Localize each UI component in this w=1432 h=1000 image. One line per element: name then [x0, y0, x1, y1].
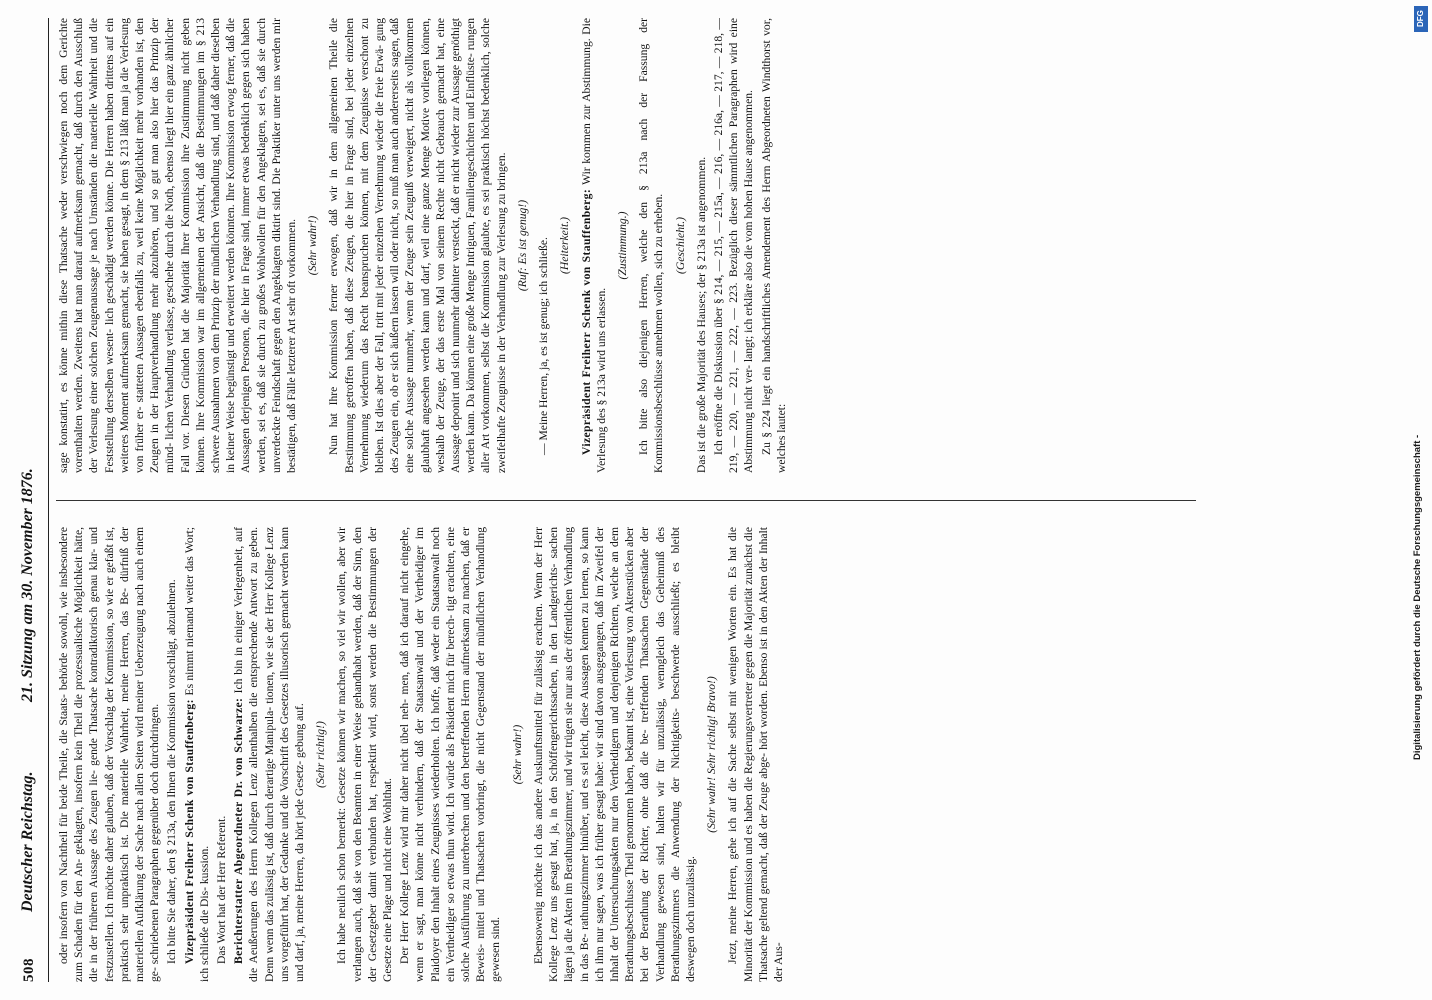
interjection: (Geschieht.) — [673, 217, 687, 274]
paragraph — [231, 527, 307, 982]
paragraph-text: Das ist die große Majorität des Hauses; der § 213a ist angenommen. — [694, 156, 708, 473]
paragraph — [636, 18, 666, 473]
session-title: 21. Sitzung am 30. November 1876. — [19, 468, 36, 702]
paragraph — [694, 18, 709, 473]
paragraph-text: sage konstatirt, es könne mithin diese Thatsache weder verschwiegen noch dem Gerichte vorenthalten werden. Zweitens hat man darauf aufmerksam gemacht, daß durch den Ausschluß der Verlesung einer solchen Zeugenaussage je nach Umständen die materielle Wahrheit und die Feststellung derselben wesent- lich geschädigt werden könne. Die Herren haben drittens auf ein weiteres Moment aufmerksam gemacht, sie haben gesagt, in dem § 213 läßt man ja die Verlesung von früher er- statteten Aussagen ebenfalls zu, weil keine Möglichkeit mehr vorhanden ist, den Zeugen in der Hauptverhandlung mehr abzuhören, und so gut man also hier das Prinzip der münd- lichen Verhandlung verlasse, geschehe durch die Noth, ebenso liegt hier ein ganz ähnlicher Fall vor. Diesen Gründen hat die Majorität Ihrer Kommission ihre Zustimmung nicht geben können. Ihre Kommission war im allgemeinen der Ansicht, daß die Bestimmungen im § 213 schwere Ausnahmen von dem Prinzip der mündlichen Verhandlung sind, und daß daher dieselben in keiner Weise begünstigt und erweitert werden könnten. Ihre Kommission erwog ferner, daß die Aussagen derjenigen Personen, die hier in Frage sind, immer etwas bedenklich gegen sich haben werden, sei es, daß sie durch zu großes Wohlwollen für den Angeklagten, sei es, daß sie durch unverdeckte Feindschaft gegen den Angeklagten diktirt sind. Die Praktiker unter uns werden mir bestätigen, daß Fälle letzterer Art sehr oft vorkommen. — [57, 18, 299, 473]
paragraph — [214, 527, 229, 982]
paragraph-text: Jetzt, meine Herren, gehe ich auf die Sache selbst mit wenigen Worten ein. Es hat die Minorität der Kommission und es haben die Regierungsvertreter gegen die Majorität zunächst die Thatsache geltend gemacht, daß der Zeuge abge- hört worden. Ebenso ist in den Akten der Inhalt der Aus- — [726, 527, 785, 982]
interjection: (Heiterkeit.) — [558, 217, 572, 274]
paragraph-text: Der Herr Kollege Lenz wird mir daher nicht übel neh- men, daß ich darauf nicht eingehe, wenn er sagt, man könne nicht verhindern, daß der Staatsanwalt und der Vertheidiger im Plaidoyer den Inhalt eines Zeugnisses wiederholten. Ich hoffe, daß weder ein Staatsanwalt noch ein Vertheidiger so etwas thun wird. Ich würde als Präsident mich für berech- tigt erachten, eine solche Ausführung zu unterbrechen und den betreffenden Herrn aufmerksam zu machen, daß er Beweis- mittel und Thatsachen vorbringt, die nicht Gegenstand der mündlichen Verhandlung gewesen sind. — [398, 527, 503, 982]
publication-title: Deutscher Reichstag. — [19, 771, 36, 912]
paragraph-text: Zu § 224 liegt ein handschriftliches Amendement des Herrn Abgeordneten Windthorst vor, welches lautet: — [759, 18, 788, 473]
interjection: (Sehr wahr!) — [306, 215, 320, 276]
paragraph — [759, 18, 789, 473]
speaker-name: Berichterstatter Abgeordneter Dr. von Schwarze: — [232, 693, 246, 964]
paragraph-text: Ebensowenig möchte ich das andere Auskunftsmittel für zulässig erachten. Wenn der Herr Kollege Lenz uns gesagt hat, ja, in den Schöffengerichtssachen, in den Landgerichts- sachen lägen ja die Akten im Berathungszimmer, und wir trügen sie nur aus der öffentlichen Verhandlung in das Be- rathungszimmer hinüber, und es sei leicht, diese Aussagen kennen zu lernen, so kann ich ihm nur sagen, was ich früher gesagt habe: wir sind davon ausgegangen, daß im Zweifel der Inhalt der Untersuchungsakten nur den Vertheidigern und denjenigen Richtern, welche an dem Berathungsbeschlusse Theil genommen haben, bekannt ist, eine Vorlesung von Aktenstücken aber bei der Berathung der Richter, ohne daß die be- treffenden Thatsachen Gegenstände der Verhandlung gewesen sind, halten wir für unzulässig, wenngleich das Geheimniß des Berathungszimmers die Anwendung der Nichtigkeits- beschwerde ausschließt; es bleibt deswegen doch unzulässig. — [531, 527, 697, 982]
paragraph-text: oder insofern von Nachtheil für beide Theile, die Staats- behörde sowohl, wie insbesondere zum Schaden für den An- geklagten, insofern kein Theil die prozessualische Möglichkeit hätte, die in der früheren Aussage des Zeugen lie- gende Thatsache kontradiktorisch genau klar- und festzustellen. Ich möchte daher glauben, daß der Vorschlag der Kommission, so wie er gefaßt ist, praktisch sehr unpraktisch ist. Die materielle Wahrheit, meine Herren, das Be- dürfniß der materiellen Aufklärung der Sache nach allen Seiten wird meiner Ueberzeugung nach auch einem ge- schriebenen Paragraphen gegenüber doch durchdringen. — [57, 527, 162, 982]
speaker-name: Vizepräsident Freiherr Schenk von Stauffenberg: — [579, 184, 593, 455]
paragraph-text: Ich bitte Sie daher, den § 213a, den Ihnen die Kommission vorschlägt, abzulehnen. — [165, 579, 179, 964]
left-column — [56, 527, 1196, 982]
paragraph — [164, 527, 179, 982]
paragraph-text: Ich habe neulich schon bemerkt: Gesetze können wir machen, so viel wir wollen, aber wir verlangen auch, daß sie von den Beamten in einer Weise gehandhabt werden, daß der Sinn, den der Gesetzgeber damit verbunden hat, respektirt wird, sonst werden die Bestimmungen der Gesetze eine Plage und nicht eine Wohlthat. — [335, 527, 395, 982]
paragraph — [182, 527, 212, 982]
interjection: (Ruf: Es ist genug!) — [515, 199, 529, 292]
paragraph-text: — Meine Herren, ja, es ist genug; ich schließe. — [537, 237, 551, 455]
interjection: (Sehr richtig!) — [314, 721, 328, 788]
paragraph — [711, 18, 757, 473]
dfg-logo: DFG — [1414, 6, 1428, 32]
paragraph-text: Nun hat Ihre Kommission ferner erwogen, daß wir in dem allgemeinen Theile die Bestimmung getroffen haben, daß diese Zeugen, die hier in Frage sind, bei jeder einzelnen Vernehmung wiederum das Recht beanspruchen können, mit dem Zeugnisse verschont zu bleiben. Ist dies aber der Fall, tritt mit jeder einzelnen Vernehmung wieder die freie Erwä- gung des Zeugen ein, ob er sich äußern lassen will oder nicht, so muß man auch andererseits sagen, daß eine solche Aussage nunmehr, wenn der Zeuge sein Zeugniß verweigert, nicht als vollkommen glaubhaft angesehen werden kann und darf, weil eine ganze Menge Motive vorliegen können, weshalb der Zeuge, der das erste Mal von seinem Rechte nicht Gebrauch gemacht hat, eine Aussage deponirt und sich nunmehr dahinter versteckt, daß er nicht wieder zur Aussage genöthigt werden kann. Da können eine große Menge Intriguen, Familiengeschichten und Einflüste- rungen aller Art vorkommen, selbst die Kommission glaubte, es sei praktisch höchst bedenklich, solche zweifelhafte Zeugnisse in der Verhandlung zur Verlesung zu bringen. — [327, 18, 508, 473]
paragraph — [334, 527, 395, 982]
paragraph — [579, 18, 609, 473]
paragraph — [326, 18, 508, 473]
speaker-name: Vizepräsident Freiherr Schenk von Stauffenberg: — [182, 695, 196, 964]
paragraph — [531, 527, 698, 982]
interjection: (Zustimmung.) — [615, 211, 629, 280]
paragraph-text: Es nimmt niemand weiter das Wort; ich schließe die Dis- kussion. — [182, 527, 211, 982]
paragraph-text: Ich bitte also diejenigen Herren, welche den § 213a nach der Fassung der Kommissionsbeschlüsse annehmen wollen, sich zu erheben. — [637, 18, 666, 473]
paragraph-text: Wir kommen zur Abstimmung. Die Verlesung des § 213a wird uns erlassen. — [579, 18, 608, 473]
paragraph-text: Ich bin in einiger Verlegenheit, auf die Aeußerungen des Herrn Kollegen Lenz allenthalben die entsprechende Antwort zu geben. Denn wenn das zulässig ist, daß durch derartige Manipula- tionen, wie sie der Herr Kollege Lenz uns vorgeführt hat, der Gedanke und die Vorschrift des Gesetzes illusorisch gemacht werden kann und darf, ja, meine Herren, da hört jede Gesetz- gebung auf. — [232, 527, 307, 982]
paragraph-text: Das Wort hat der Herr Referent. — [215, 815, 229, 964]
column-divider — [56, 500, 1196, 501]
paragraph — [725, 527, 786, 982]
interjection: (Sehr wahr! Sehr richtig! Bravo!) — [705, 676, 719, 833]
page-number: 508 — [21, 958, 37, 982]
funding-credit: Digitalisierung gefördert durch die Deutsche Forschungsgemeinschaft - — [1412, 434, 1423, 760]
paragraph — [56, 18, 299, 473]
right-column — [56, 18, 1196, 473]
paragraph-text: Ich eröffne die Diskussion über § 214, — 215, — 215a, — 216, — 216a, — 217, — 218, — 219, — 220, — 221, — 222, — 223. Bezüglich dieser sämmtlichen Paragraphen wird eine Abstimmung nicht ver- langt; ich erkläre also die vom hohen Hause angenommen. — [711, 18, 756, 473]
interjection: (Sehr wahr!) — [510, 724, 524, 785]
paragraph — [56, 527, 162, 982]
paragraph — [397, 527, 503, 982]
page-header — [8, 18, 49, 982]
paragraph — [536, 18, 551, 473]
